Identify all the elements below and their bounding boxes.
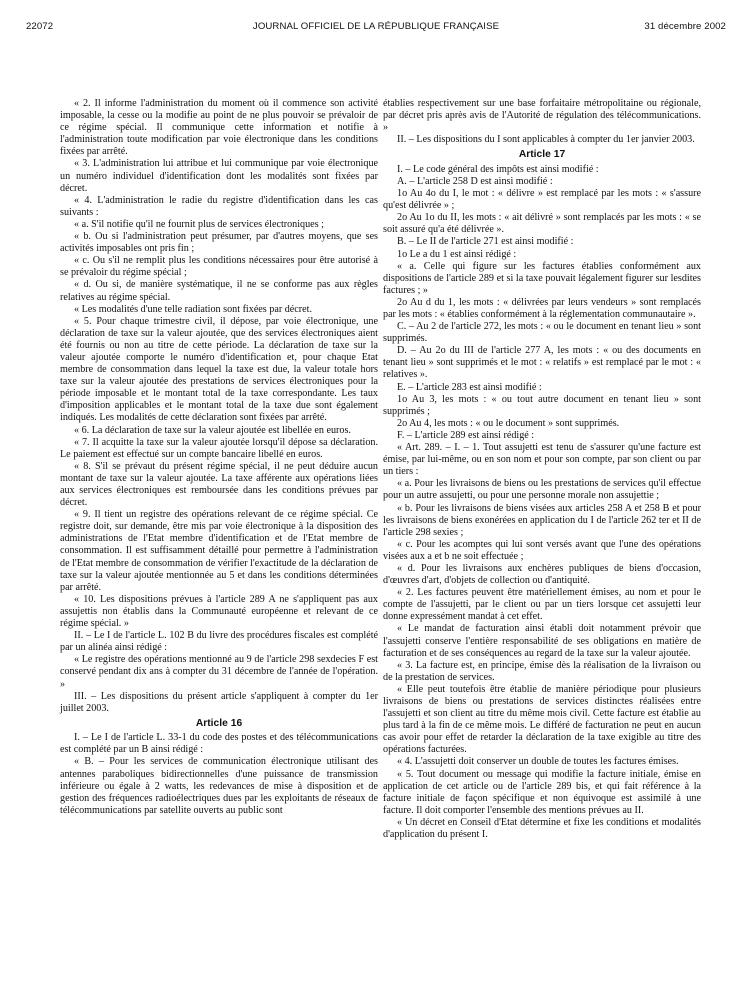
- right-column: [383, 98, 701, 841]
- paragraph: « Le registre des opérations mentionné au 9 de l'article 298 sexdecies F est conservé pendant dix ans à compter du 31 décembre de l'année de l'opération. »: [60, 654, 378, 690]
- paragraph: « d. Pour les livraisons aux enchères publiques de biens d'occasion, d'œuvres d'art, d'objets de collection ou d'antiquité.: [383, 562, 701, 587]
- paragraph: 1o Au 4o du I, le mot : « délivre » est remplacé par les mots : « s'assure qu'est délivrée » ;: [383, 188, 701, 212]
- paragraph: « Art. 289. – I. – 1. Tout assujetti est tenu de s'assurer qu'une facture est émise, par lui-même, ou en son nom et pour son compte, par son client ou par un tiers :: [383, 442, 701, 478]
- paragraph: II. – Le I de l'article L. 102 B du livre des procédures fiscales est complété par un alinéa ainsi rédigé :: [60, 630, 378, 654]
- paragraph: établies respectivement sur une base forfaitaire métropolitaine ou régionale, par décret pris après avis de l'Autorité de régulation des télécommunications. »: [383, 98, 701, 134]
- paragraph: II. – Les dispositions du I sont applicables à compter du 1er janvier 2003.: [397, 134, 695, 146]
- publication-date: 31 décembre 2002: [644, 21, 726, 32]
- paragraph: F. – L'article 289 est ainsi rédigé :: [397, 429, 535, 441]
- paragraph: « 5. Tout document ou message qui modifie la facture initiale, émise en application de cet article ou de l'article 289 bis, et qui fait référence à la facture initiale de façon spécifique et non équivoque est assimilé à une facture. Il doit comporter l'ensemble des mentions prévues au II.: [383, 768, 701, 816]
- paragraph: « 4. L'administration le radie du registre d'identification dans les cas suivants :: [60, 194, 378, 218]
- paragraph: « 4. L'assujetti doit conserver un double de toutes les factures émises.: [397, 756, 679, 768]
- page-number: 22072: [26, 21, 54, 32]
- paragraph: « Les modalités d'une telle radiation sont fixées par décret.: [74, 303, 312, 315]
- paragraph: I. – Le I de l'article L. 33-1 du code des postes et des télécommunications est complété par un B ainsi rédigé :: [60, 732, 378, 756]
- paragraph: 2o Au 4, les mots : « ou le document » sont supprimés.: [397, 417, 620, 429]
- paragraph: « 6. La déclaration de taxe sur la valeur ajoutée est libellée en euros.: [74, 424, 351, 436]
- paragraph: E. – L'article 283 est ainsi modifié :: [397, 381, 542, 393]
- paragraph: « 3. L'administration lui attribue et lui communique par voie électronique un numéro individuel d'identification dont les modalités sont fixées par décret.: [60, 158, 378, 194]
- paragraph: « 7. Il acquitte la taxe sur la valeur ajoutée lorsqu'il dépose sa déclaration. Le paiement est effectué sur un compte bancaire libellé en euros.: [60, 436, 378, 460]
- paragraph: 1o Au 3, les mots : « ou tout autre document en tenant lieu » sont supprimés ;: [383, 393, 701, 417]
- paragraph: « d. Ou si, de manière systématique, il ne se conforme pas aux règles relatives au régime spécial.: [60, 279, 378, 303]
- left-column: [60, 98, 378, 817]
- paragraph: « b. Ou si l'administration peut présumer, par d'autres moyens, que ses activités imposables ont pris fin ;: [60, 231, 378, 255]
- paragraph: 2o Au 1o du II, les mots : « ait délivré » sont remplacés par les mots : « se soit assuré qu'a été délivrée ».: [383, 212, 701, 236]
- article-heading: Article 17: [518, 149, 566, 161]
- paragraph: « B. – Pour les services de communication électronique utilisant des antennes paraboliques bidirectionnelles d'une puissance de transmission inférieure ou égale à 2 watts, les redevances de mise à disposition et de gestion des fréquences radioélectriques dues par les exploitants de réseaux de télécommunications par satellite ouverts au public sont: [60, 756, 378, 816]
- paragraph: « 8. S'il se prévaut du présent régime spécial, il ne peut déduire aucun montant de taxe sur la valeur ajoutée. La taxe afférente aux opérations liées aux services électroniques est remboursée dans les conditions prévues par décret.: [60, 460, 378, 509]
- paragraph: « Elle peut toutefois être établie de manière périodique pour plusieurs livraisons de biens ou prestations de services distinctes réalisées entre l'assujetti et son client au titre du même mois civil. Cette facture est établie au plus tard à la fin de ce même mois. Le différé de facturation ne peut en aucun cas avoir pour effet de retarder la déclaration de la taxe exigible au titre des opérations facturées.: [383, 683, 701, 756]
- paragraph: A. – L'article 258 D est ainsi modifié :: [397, 175, 553, 187]
- paragraph: « Un décret en Conseil d'Etat détermine et fixe les conditions et modalités d'application du présent I.: [383, 816, 701, 841]
- paragraph: D. – Au 2o du III de l'article 277 A, les mots : « ou des documents en tenant lieu » sont supprimés et le mot : « relatifs » est remplacé par le mot : « relatives ».: [383, 345, 701, 381]
- paragraph: III. – Les dispositions du présent article s'appliquent à compter du 1er juillet 2003.: [60, 690, 378, 714]
- paragraph: « a. S'il notifie qu'il ne fournit plus de services électroniques ;: [74, 218, 324, 230]
- paragraph: « 2. Les factures peuvent être matériellement émises, au nom et pour le compte de l'assujetti, par le client ou par un tiers lorsque cet assujetti leur donne expressément mandat à cet effet.: [383, 587, 701, 623]
- paragraph: « 2. Il informe l'administration du moment où il commence son activité imposable, la cesse ou la modifie au point de ne plus pouvoir se prévaloir de ce régime spécial. Il communique cette information et notifie à l'administration toute modification par voie électronique dans les conditions fixées par arrêté.: [60, 98, 378, 158]
- paragraph: I. – Le code général des impôts est ainsi modifié :: [397, 163, 599, 175]
- paragraph: « 9. Il tient un registre des opérations relevant de ce régime spécial. Ce registre doit, sur demande, être mis par voie électronique à la disposition des administrations de l'Etat membre d'identification et de l'Etat membre de consommation. Il est suffisamment détaillé pour permettre à l'administration de l'Etat membre de consommation de vérifier l'exactitude de la déclaration de taxe sur la valeur ajoutée mentionnée au 5 et dans les conditions déterminées par arrêté.: [60, 509, 378, 593]
- paragraph: « c. Pour les acomptes qui lui sont versés avant que l'une des opérations visées aux a et b ne soit effectuée ;: [383, 538, 701, 562]
- paragraph: « 5. Pour chaque trimestre civil, il dépose, par voie électronique, une déclaration de taxe sur la valeur ajoutée, que des services électroniques aient été fournis ou non au titre de cette période. La déclaration de taxe sur la valeur ajoutée comporte le numéro d'identification et, pour chaque Etat membre de consommation dans lequel la taxe est due, la valeur totale hors taxe sur la valeur ajoutée des prestations de services électroniques pour la période imposable et le montant total de la taxe correspondante. Les taux d'imposition applicables et le montant total de la taxe due sont également indiqués. Les modalités de cette déclaration sont fixées par arrêté.: [60, 315, 378, 424]
- paragraph: B. – Le II de l'article 271 est ainsi modifié :: [397, 236, 574, 248]
- article-heading: Article 16: [195, 717, 243, 729]
- paragraph: « 10. Les dispositions prévues à l'article 289 A ne s'appliquent pas aux assujettis non établis dans la Communauté européenne et relevant de ce régime spécial. »: [60, 593, 378, 630]
- paragraph: « c. Ou s'il ne remplit plus les conditions nécessaires pour être autorisé à se prévaloir du régime spécial ;: [60, 255, 378, 279]
- page-header: [26, 21, 726, 37]
- paragraph: « 3. La facture est, en principe, émise dès la réalisation de la livraison ou de la prestation de services.: [383, 659, 701, 683]
- paragraph: « Le mandat de facturation ainsi établi doit notamment prévoir que l'assujetti conserve l'entière responsabilité de ses obligations en matière de facturation et de ses conséquences au regard de la taxe sur la valeur ajoutée.: [383, 623, 701, 659]
- paragraph: « b. Pour les livraisons de biens visées aux articles 258 A et 258 B et pour les livraisons de biens exonérées en application du I de l'article 262 ter et II de l'article 298 sexies ;: [383, 502, 701, 538]
- paragraph: 2o Au d du 1, les mots : « délivrées par leurs vendeurs » sont remplacés par les mots : « établies conformément à la réglementation communautaire ».: [383, 296, 701, 320]
- paragraph: C. – Au 2 de l'article 272, les mots : « ou le document en tenant lieu » sont supprimés.: [383, 321, 701, 345]
- journal-title: JOURNAL OFFICIEL DE LA RÉPUBLIQUE FRANÇAISE: [252, 21, 500, 32]
- paragraph: « a. Pour les livraisons de biens ou les prestations de services qu'il effectue pour un autre assujetti, ou pour une personne morale non assujettie ;: [383, 478, 701, 502]
- paragraph: 1o Le a du 1 est ainsi rédigé :: [397, 248, 517, 260]
- paragraph: « a. Celle qui figure sur les factures établies conformément aux dispositions de l'article 289 et si la taxe pouvait légalement figurer sur lesdites factures ; »: [383, 260, 701, 296]
